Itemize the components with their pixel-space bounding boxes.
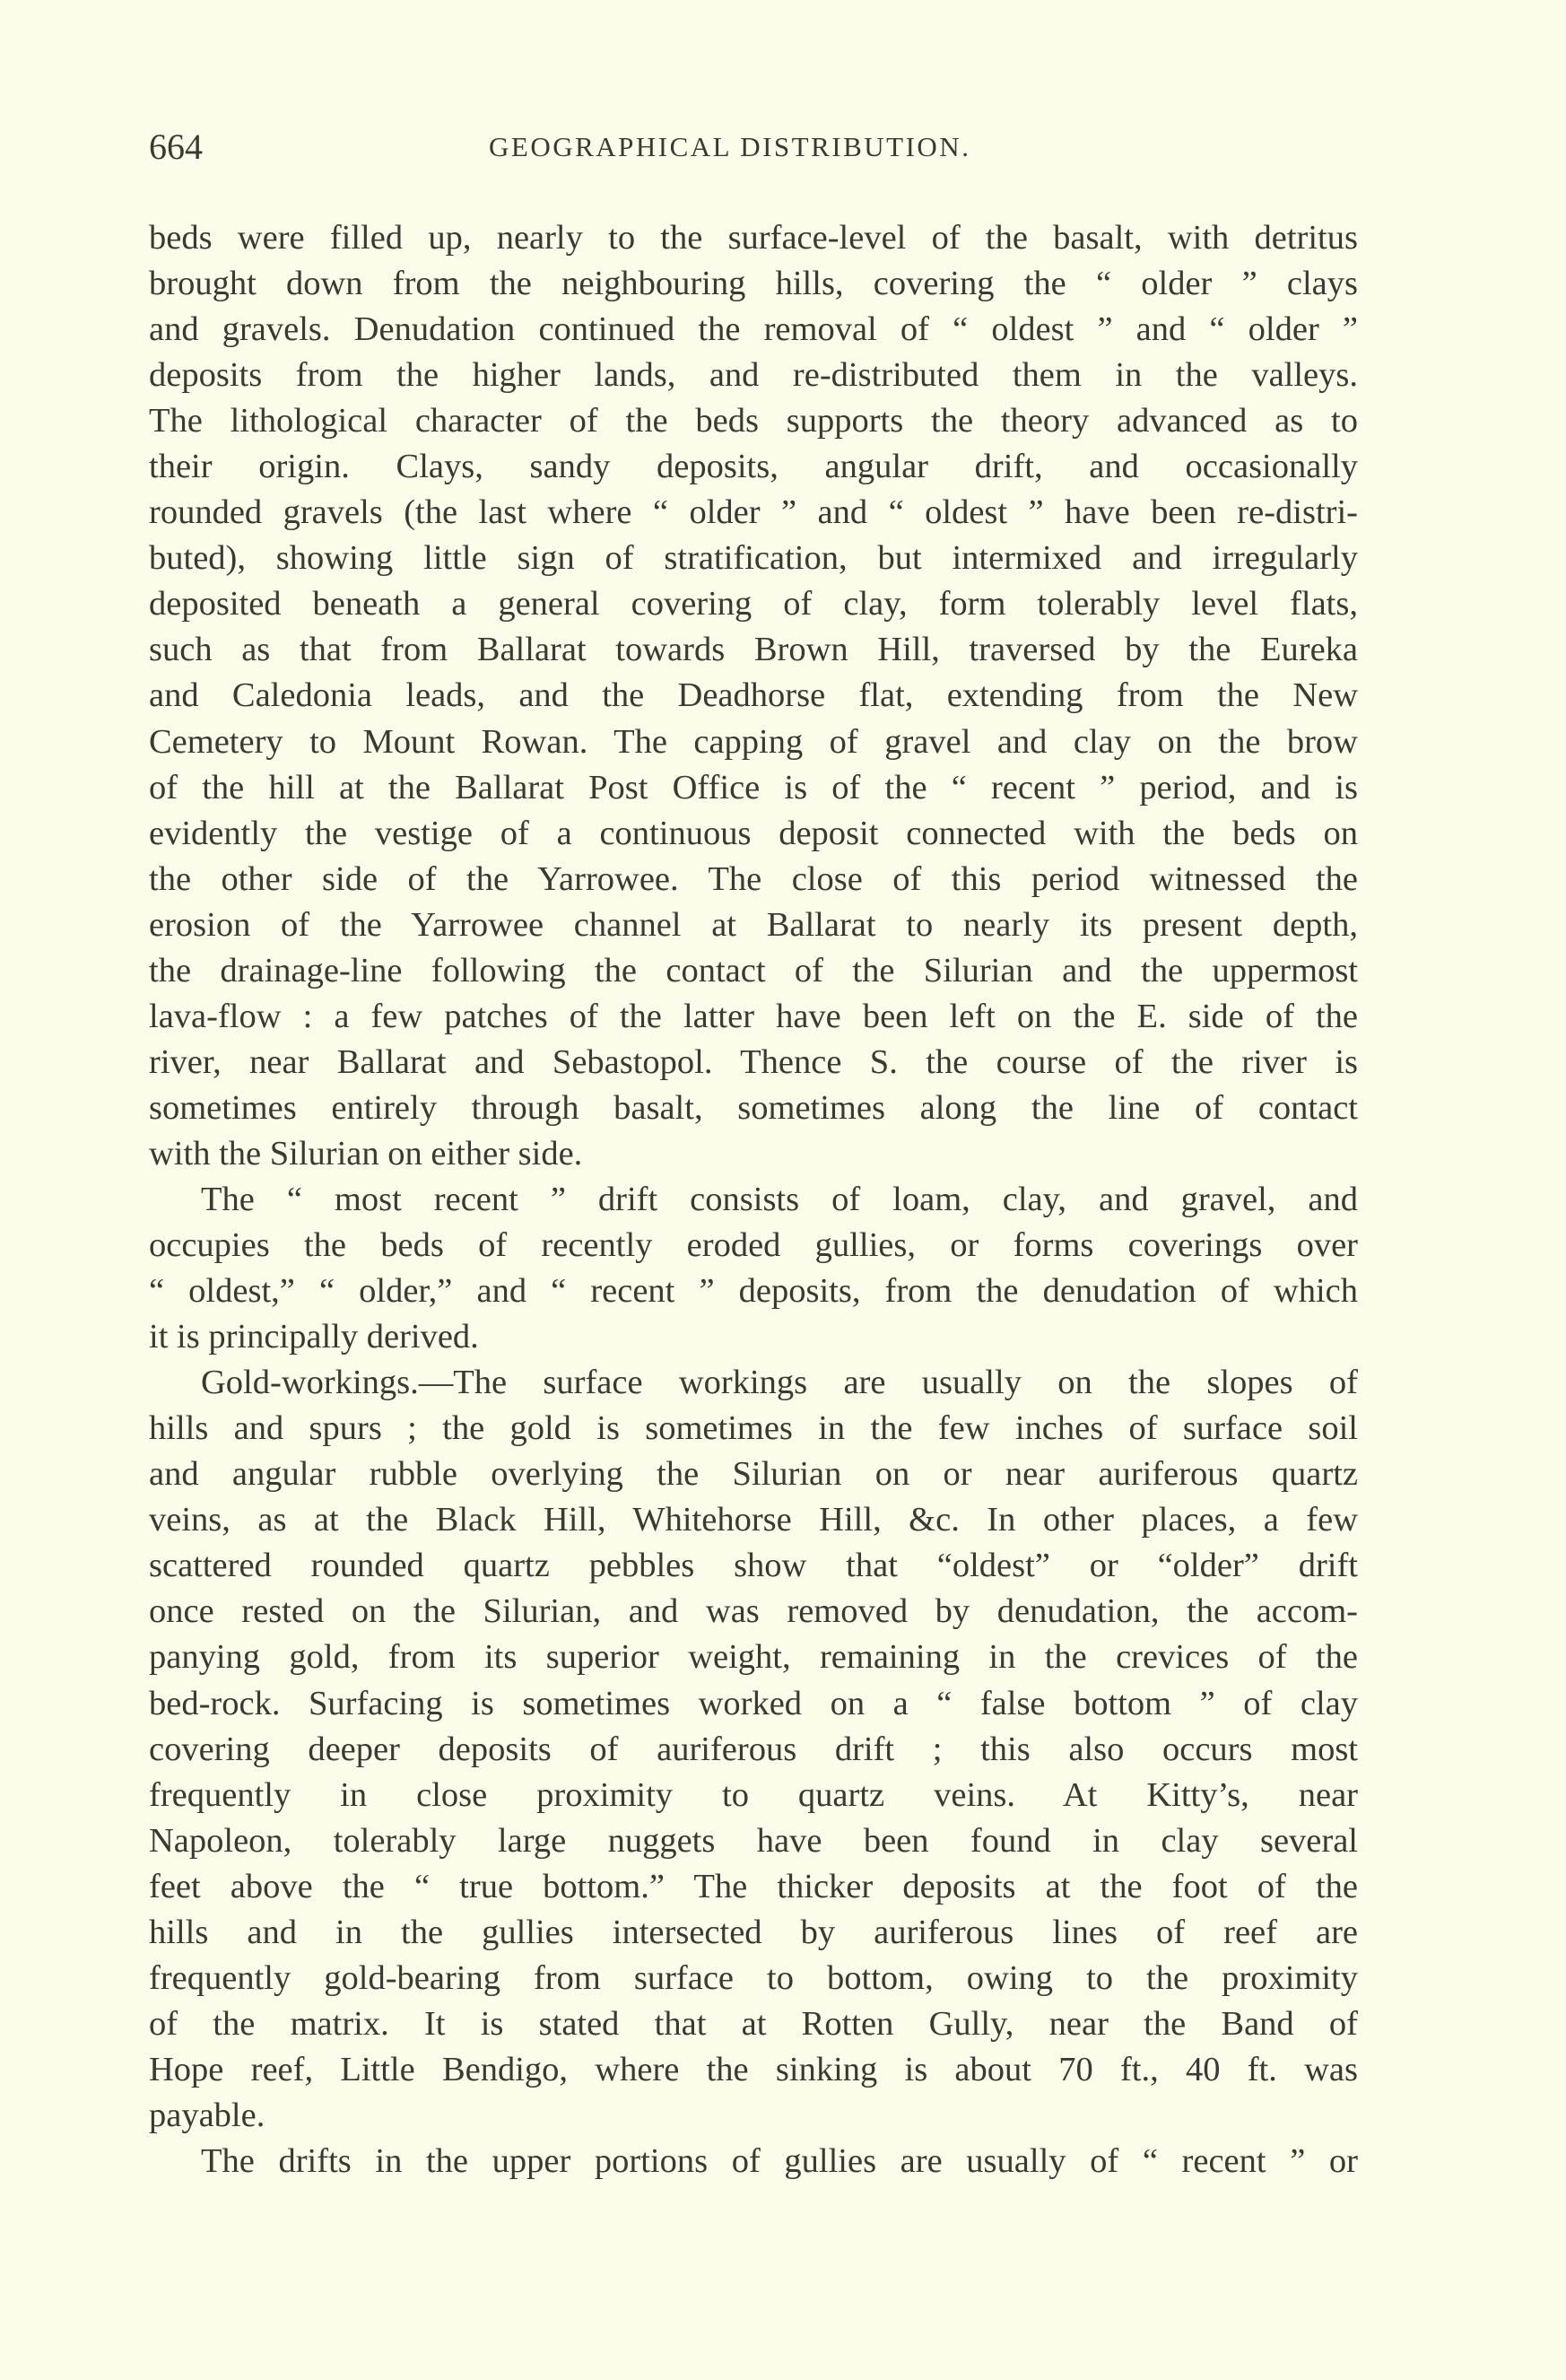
text-line-content: “ oldest,” “ older,” and “ recent ” deposits, from the denudation of which	[149, 1272, 1358, 1311]
text-line-content: the drainage-line following the contact of the Silurian and the uppermost	[149, 951, 1358, 989]
text-line	[149, 1497, 1358, 1543]
text-line	[149, 1085, 1358, 1131]
text-line	[149, 2093, 1358, 2139]
text-line-content: occupies the beds of recently eroded gullies, or forms coverings over	[149, 1226, 1358, 1265]
text-line	[149, 948, 1358, 994]
text-line-content: payable.	[149, 2096, 265, 2134]
text-line	[149, 1773, 1358, 1818]
text-line-content: it is principally derived.	[149, 1318, 479, 1356]
text-line	[149, 811, 1358, 857]
text-line	[149, 536, 1358, 581]
page-header	[149, 126, 1358, 179]
text-line-content: feet above the “ true bottom.” The thicker deposits at the foot of the	[149, 1867, 1358, 1905]
running-title: GEOGRAPHICAL DISTRIBUTION.	[489, 131, 971, 162]
text-line-content: The “ most recent ” drift consists of loam, clay, and gravel, and	[201, 1180, 1358, 1218]
body-text	[149, 215, 1358, 2184]
text-line	[149, 1314, 1358, 1360]
text-line	[149, 2047, 1358, 2093]
text-line-content: of the hill at the Ballarat Post Office is of the “ recent ” period, and is	[149, 768, 1358, 806]
text-line-content: and angular rubble overlying the Silurian on or near auriferous quartz	[149, 1455, 1358, 1494]
text-line	[149, 581, 1358, 627]
text-line	[149, 857, 1358, 902]
text-line-content: and gravels. Denudation continued the removal of “ oldest ” and “ older ”	[149, 310, 1358, 349]
text-line	[149, 2139, 1358, 2184]
text-line-content: deposits from the higher lands, and re-distributed them in the valleys.	[149, 356, 1358, 395]
page-number: 664	[149, 126, 203, 167]
text-line-content: Napoleon, tolerably large nuggets have been found in clay several	[149, 1821, 1358, 1860]
text-line-content: Gold-workings.—The surface workings are usually on the slopes of	[201, 1364, 1358, 1402]
text-line-content: Cemetery to Mount Rowan. The capping of gravel and clay on the brow	[149, 722, 1358, 761]
text-line	[149, 1040, 1358, 1085]
text-line-content: their origin. Clays, sandy deposits, angular drift, and occasionally	[149, 448, 1358, 486]
text-line	[149, 2001, 1358, 2047]
text-line	[149, 444, 1358, 490]
text-line	[149, 1589, 1358, 1635]
text-line-content: and Caledonia leads, and the Deadhorse flat, extending from the New	[149, 676, 1358, 715]
text-line	[149, 1818, 1358, 1864]
text-line	[149, 1268, 1358, 1314]
text-line	[149, 261, 1358, 307]
text-line	[149, 1223, 1358, 1268]
text-line-content: scattered rounded quartz pebbles show that “oldest” or “older” drift	[149, 1547, 1358, 1585]
text-line-content: rounded gravels (the last where “ older ” and “ oldest ” have been re-distri-	[149, 493, 1358, 532]
text-line	[149, 719, 1358, 765]
text-line-content: such as that from Ballarat towards Brown Hill, traversed by the Eureka	[149, 631, 1358, 669]
text-line-content: hills and spurs ; the gold is sometimes in the few inches of surface soil	[149, 1409, 1358, 1448]
text-line-content: brought down from the neighbouring hills, covering the “ older ” clays	[149, 265, 1358, 303]
text-line-content: bed-rock. Surfacing is sometimes worked on a “ false bottom ” of clay	[149, 1684, 1358, 1722]
text-line-content: sometimes entirely through basalt, sometimes along the line of contact	[149, 1088, 1358, 1127]
text-line	[149, 1635, 1358, 1680]
text-line-content: of the matrix. It is stated that at Rotten Gully, near the Band of	[149, 2004, 1358, 2043]
text-line-content: frequently in close proximity to quartz veins. At Kitty’s, near	[149, 1775, 1358, 1814]
text-line	[149, 765, 1358, 811]
text-line	[149, 1681, 1358, 1727]
text-line-content: hills and in the gullies intersected by auriferous lines of reef are	[149, 1913, 1358, 1951]
text-line-content: the other side of the Yarrowee. The close of this period witnessed the	[149, 859, 1358, 898]
text-line-content: buted), showing little sign of stratification, but intermixed and irregularly	[149, 539, 1358, 578]
text-line	[149, 1956, 1358, 2001]
text-line-content: evidently the vestige of a continuous deposit connected with the beds on	[149, 814, 1358, 852]
text-line	[149, 1406, 1358, 1452]
text-line	[149, 398, 1358, 444]
text-line-content: The lithological character of the beds supports the theory advanced as to	[149, 402, 1358, 440]
text-line	[149, 1543, 1358, 1589]
text-line	[149, 1864, 1358, 1910]
text-line-content: covering deeper deposits of auriferous drift ; this also occurs most	[149, 1730, 1358, 1768]
text-line-content: lava-flow : a few patches of the latter have been left on the E. side of the	[149, 997, 1358, 1035]
text-line-content: The drifts in the upper portions of gullies are usually of “ recent ” or	[201, 2141, 1358, 2180]
text-line-content: panying gold, from its superior weight, remaining in the crevices of the	[149, 1638, 1358, 1677]
text-line	[149, 902, 1358, 948]
text-line-content: erosion of the Yarrowee channel at Ballarat to nearly its present depth,	[149, 905, 1358, 944]
text-line	[149, 1131, 1358, 1177]
text-line	[149, 215, 1358, 261]
text-line-content: once rested on the Silurian, and was removed by denudation, the accom-	[149, 1592, 1358, 1631]
text-line-content: with the Silurian on either side.	[149, 1134, 583, 1173]
text-line-content: beds were filled up, nearly to the surface-level of the basalt, with detritus	[149, 219, 1358, 257]
text-line	[149, 1452, 1358, 1497]
text-line	[149, 1360, 1358, 1406]
text-line	[149, 673, 1358, 719]
text-line	[149, 307, 1358, 353]
text-line-content: Hope reef, Little Bendigo, where the sinking is about 70 ft., 40 ft. was	[149, 2050, 1358, 2088]
text-line	[149, 353, 1358, 398]
text-line	[149, 627, 1358, 673]
text-line	[149, 1177, 1358, 1223]
text-line	[149, 1727, 1358, 1773]
text-line-content: veins, as at the Black Hill, Whitehorse Hill, &c. In other places, a few	[149, 1501, 1358, 1539]
text-line	[149, 994, 1358, 1040]
text-line-content: deposited beneath a general covering of clay, form tolerably level flats,	[149, 585, 1358, 623]
text-line-content: river, near Ballarat and Sebastopol. Thence S. the course of the river is	[149, 1042, 1358, 1081]
text-line	[149, 490, 1358, 536]
text-line-content: frequently gold-bearing from surface to bottom, owing to the proximity	[149, 1958, 1358, 1997]
text-line	[149, 1910, 1358, 1956]
